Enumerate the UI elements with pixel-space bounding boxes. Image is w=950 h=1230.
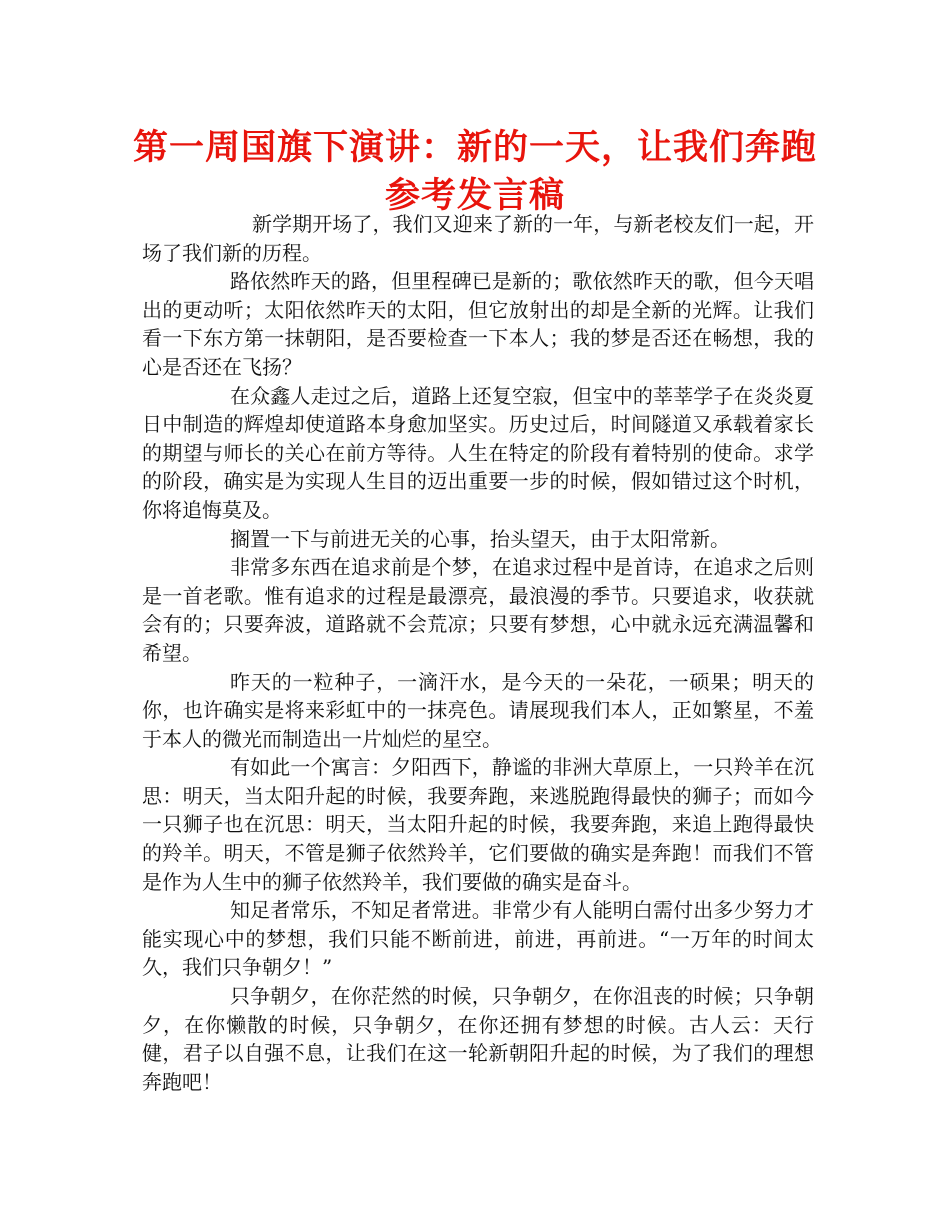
paragraph: 有如此一个寓言：夕阳西下，静谧的非洲大草原上，一只羚羊在沉思：明天，当太阳升起的时候，我要奔跑，来逃脱跑得最快的狮子；而如今一只狮子也在沉思：明天，当太阳升起的时候，我要奔跑，来追上跑得最快的羚羊。明天，不管是狮子依然羚羊，它们要做的确实是奔跑！而我们不管是作为人生中的狮子依然羚羊，我们要做的确实是奋斗。 (142, 755, 814, 894)
paragraph: 路依然昨天的路，但里程碑已是新的；歌依然昨天的歌，但今天唱出的更动听；太阳依然昨天的太阳，但它放射出的却是全新的光辉。让我们看一下东方第一抹朝阳，是否要检查一下本人；我的梦是否还在畅想，我的心是否还在飞扬？ (142, 269, 814, 379)
paragraph: 昨天的一粒种子，一滴汗水，是今天的一朵花，一硕果；明天的你，也许确实是将来彩虹中的一抹亮色。请展现我们本人，正如繁星，不羞于本人的微光而制造出一片灿烂的星空。 (142, 669, 814, 751)
document-body (142, 210, 814, 1096)
paragraph: 非常多东西在追求前是个梦，在追求过程中是首诗，在追求之后则是一首老歌。惟有追求的过程是最漂亮，最浪漫的季节。只要追求，收获就会有的；只要奔波，道路就不会荒凉；只要有梦想，心中就永远充满温馨和希望。 (142, 555, 814, 665)
paragraph: 搁置一下与前进无关的心事，抬头望天，由于太阳常新。 (230, 526, 730, 551)
document-title: 第一周国旗下演讲：新的一天，让我们奔跑参考发言稿 (132, 128, 817, 216)
paragraph: 知足者常乐，不知足者常进。非常少有人能明白需付出多少努力才能实现心中的梦想，我们只能不断前进，前进，再前进。“一万年的时间太久，我们只争朝夕！” (142, 898, 814, 980)
paragraph: 在众鑫人走过之后，道路上还复空寂，但宝中的莘莘学子在炎炎夏日中制造的辉煌却使道路本身愈加坚实。历史过后，时间隧道又承载着家长的期望与师长的关心在前方等待。人生在特定的阶段有着特别的使命。求学的阶段，确实是为实现人生目的迈出重要一步的时候，假如错过这个时机，你将追悔莫及。 (142, 383, 814, 522)
paragraph: 新学期开场了，我们又迎来了新的一年，与新老校友们一起，开场了我们新的历程。 (142, 212, 814, 265)
paragraph: 只争朝夕，在你茫然的时候，只争朝夕，在你沮丧的时候；只争朝夕，在你懒散的时候，只争朝夕，在你还拥有梦想的时候。古人云：天行健，君子以自强不息，让我们在这一轮新朝阳升起的时候，为了我们的理想奔跑吧！ (142, 984, 814, 1094)
